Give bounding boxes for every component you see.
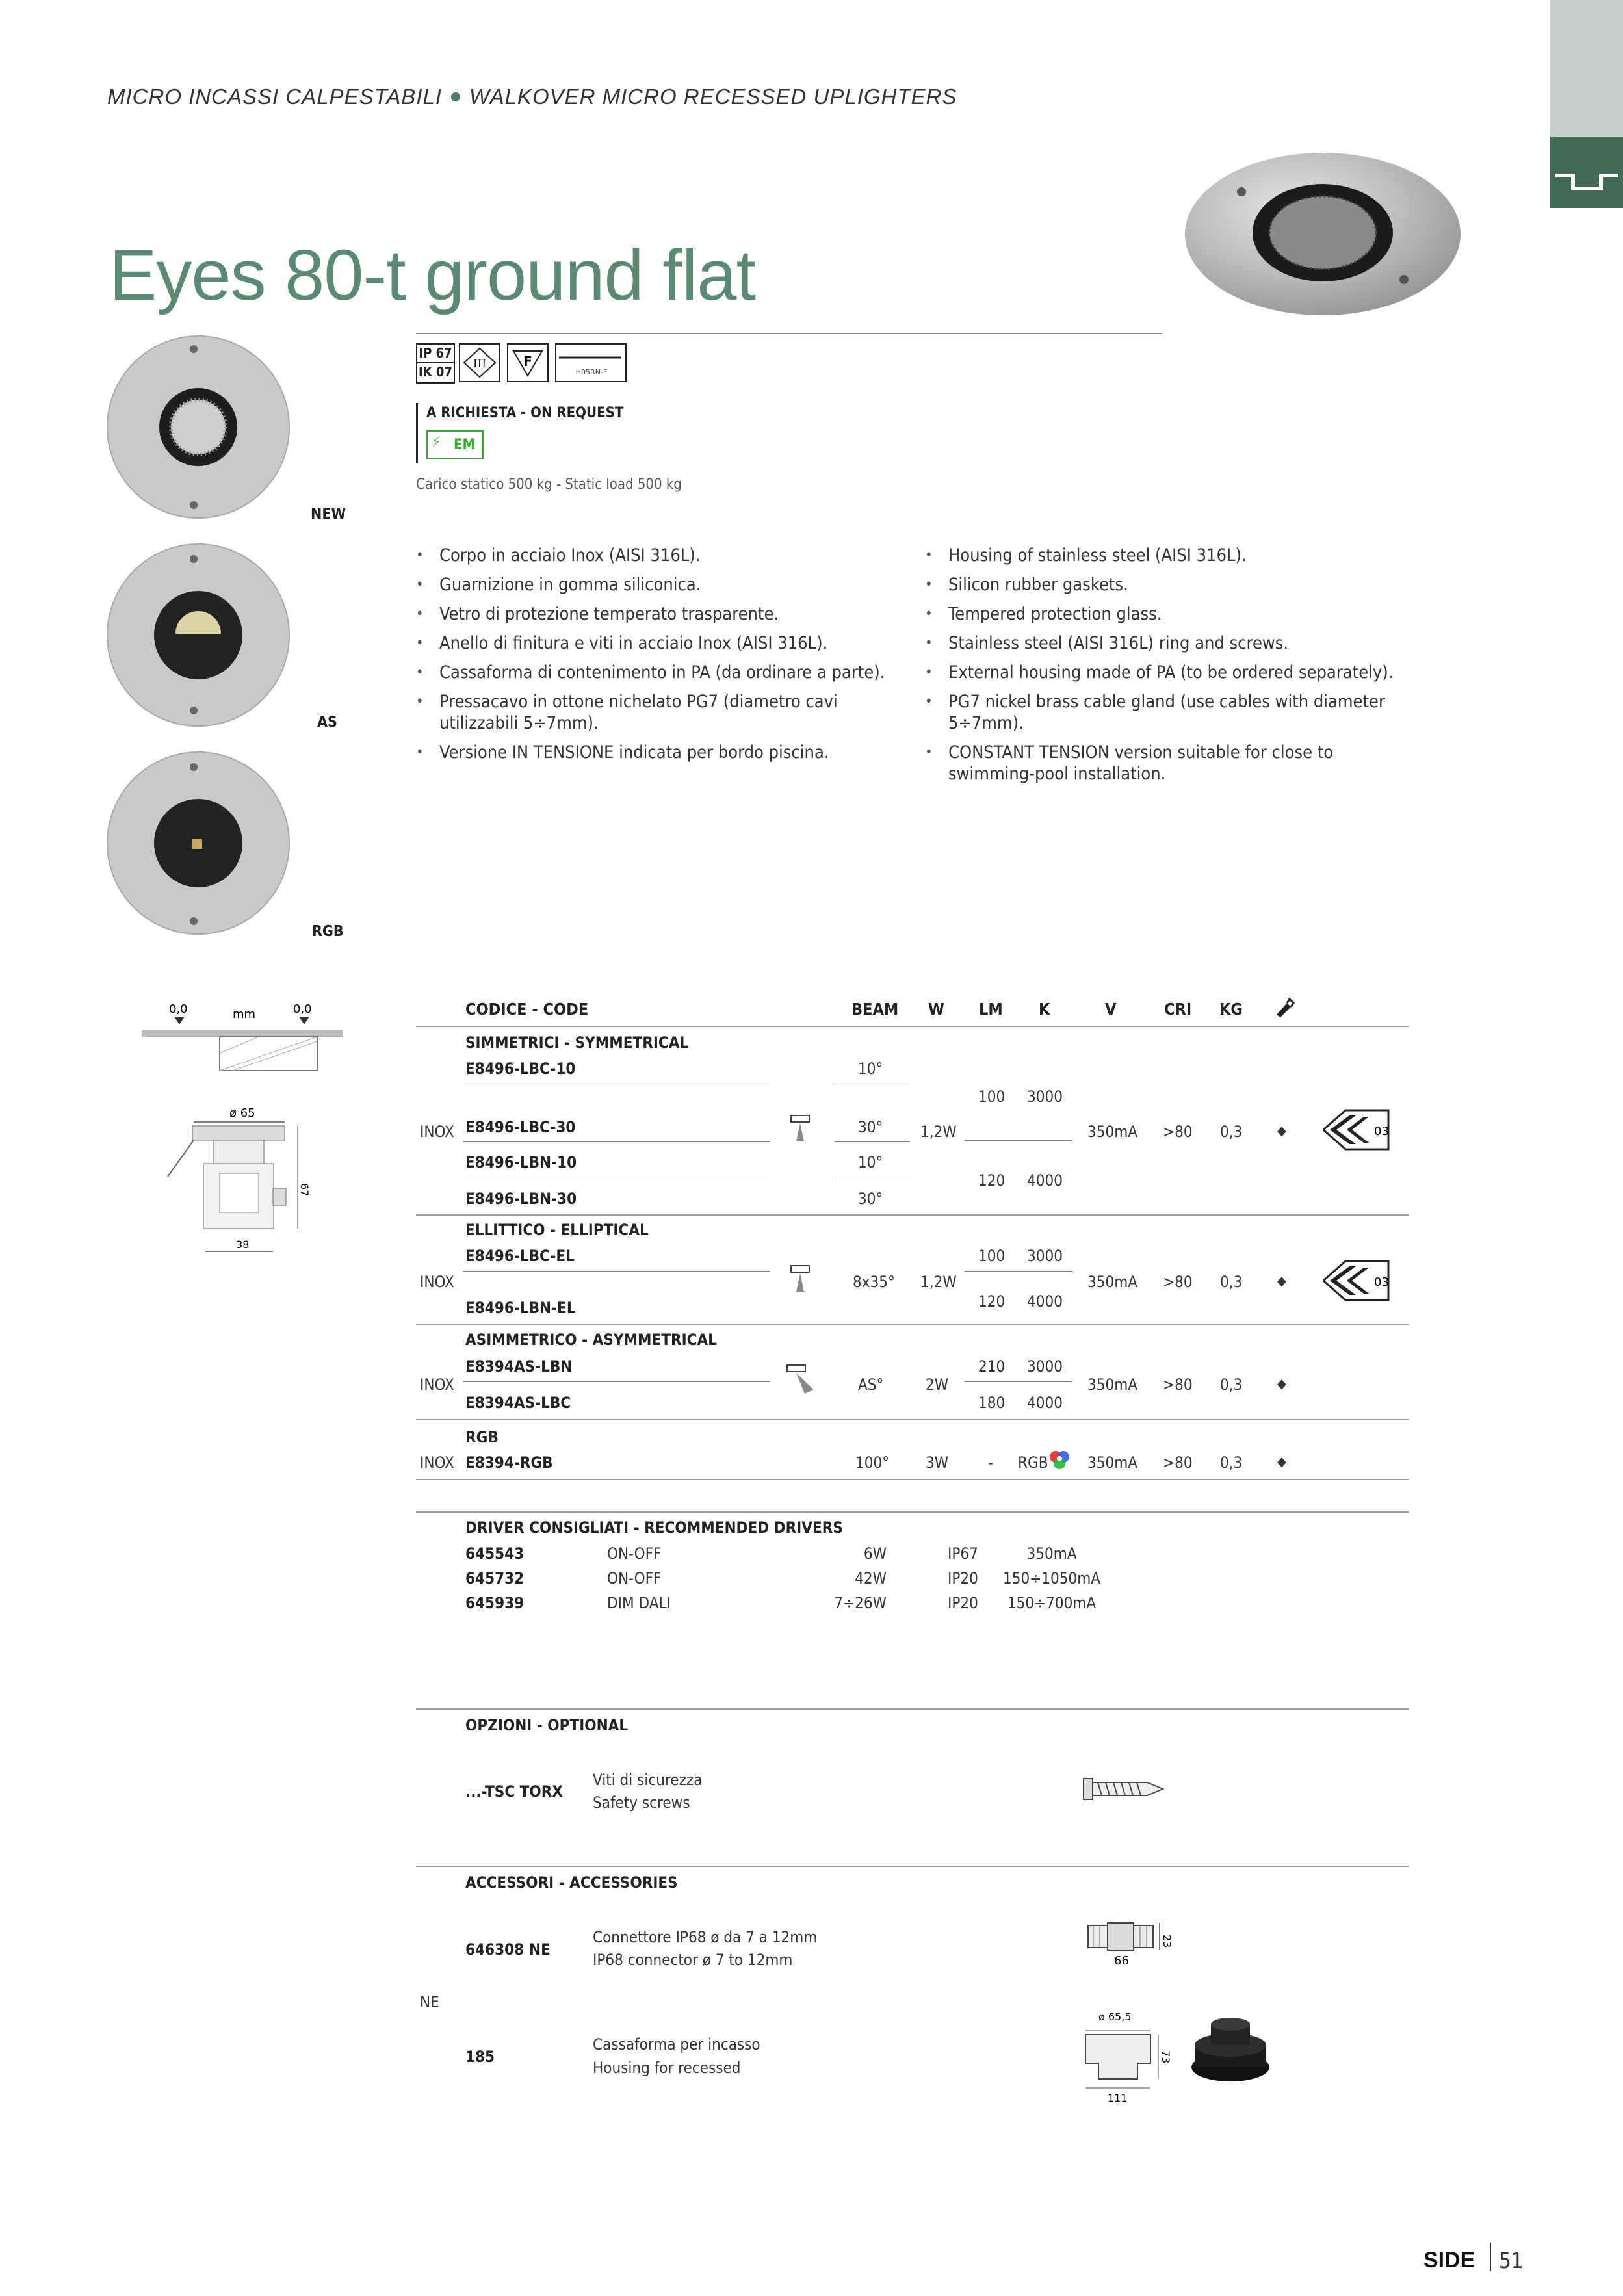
v-cell: 350mA [1087, 1454, 1138, 1472]
section-icon [1550, 137, 1623, 208]
dimmable-mark: ◆ [1277, 1376, 1286, 1391]
k-cell: 3000 [1027, 1357, 1063, 1376]
driver-ip-cell: IP20 [948, 1594, 978, 1612]
cri-cell: >80 [1163, 1123, 1193, 1141]
optional-code: ...-TSC TORX [465, 1782, 564, 1801]
cri-cell: >80 [1163, 1273, 1193, 1291]
side-tab-dark [1550, 137, 1623, 208]
table-header-rule [416, 1026, 1409, 1027]
feature-item: • Corpo in acciaio Inox (AISI 316L). [416, 545, 910, 566]
v-cell: 350mA [1087, 1376, 1138, 1394]
beam-cell: 10° [858, 1060, 883, 1078]
driver-code-cell: 645732 [465, 1569, 525, 1587]
driver-ip-cell: IP67 [948, 1545, 978, 1563]
kg-cell: 0,3 [1220, 1273, 1243, 1291]
group-symmetrical: SIMMETRICI - SYMMETRICAL [465, 1034, 689, 1052]
energy-label-icon [1323, 1104, 1395, 1156]
svg-text:66: 66 [1114, 1954, 1129, 1968]
svg-text:F: F [523, 354, 532, 369]
feature-item: • Housing of stainless steel (AISI 316L). [925, 545, 1419, 566]
accessory-desc-it: Cassaforma per incasso [593, 2035, 760, 2054]
dimmable-icon [1273, 997, 1295, 1019]
beam-cell: 10° [858, 1153, 883, 1171]
col-header-w: W [928, 1000, 944, 1019]
f-mark-icon [507, 343, 549, 382]
w-cell: 1,2W [920, 1273, 957, 1291]
dimmable-mark: ◆ [1277, 1454, 1286, 1469]
static-load: Carico statico 500 kg - Static load 500 kg [416, 476, 682, 493]
variant-photo-new [104, 335, 292, 523]
v-cell: 350mA [1087, 1273, 1138, 1291]
header-left: MICRO INCASSI CALPESTABILI [107, 85, 443, 109]
features-list-en [925, 545, 1419, 792]
title-rule [416, 333, 1162, 334]
kg-cell: 0,3 [1220, 1376, 1243, 1394]
beam-cell: 30° [858, 1118, 883, 1136]
code-cell: E8394-RGB [465, 1454, 553, 1472]
svg-text:ø 65,5: ø 65,5 [1098, 2011, 1132, 2023]
feature-item: • Cassaforma di contenimento in PA (da ordinare a parte). [416, 662, 910, 683]
bullet-dot-icon [451, 92, 460, 101]
accessories-title: ACCESSORI - ACCESSORIES [465, 1873, 678, 1892]
symmetric-beam-icon [789, 1114, 811, 1143]
svg-text:III: III [473, 358, 487, 371]
beam-cell: 30° [858, 1190, 883, 1208]
k-cell: 3000 [1027, 1088, 1063, 1106]
kg-cell: 0,3 [1220, 1123, 1243, 1141]
feature-item: • Anello di finitura e viti in acciaio Inox (AISI 316L). [416, 633, 910, 654]
driver-type-cell: ON-OFF [607, 1569, 662, 1587]
col-header-lm: LM [979, 1000, 1003, 1019]
k-cell: 4000 [1027, 1292, 1063, 1311]
driver-code-cell: 645939 [465, 1594, 525, 1612]
accessory-desc-en: IP68 connector ø 7 to 12mm [593, 1951, 793, 1969]
rgb-color-wheel-icon [1048, 1448, 1071, 1472]
col-header-code: CODICE - CODE [465, 1000, 589, 1019]
code-cell: E8496-LBN-10 [465, 1153, 577, 1171]
feature-item: • PG7 nickel brass cable gland (use cables with diameter 5÷7mm). [925, 691, 1419, 734]
svg-text:03: 03 [1374, 1125, 1389, 1138]
accessories-finish: NE [420, 1993, 439, 2011]
accessory-desc-it: Connettore IP68 ø da 7 a 12mm [593, 1928, 818, 1946]
group-elliptical: ELLITTICO - ELLIPTICAL [465, 1221, 649, 1239]
w-cell: 1,2W [920, 1123, 957, 1141]
kg-cell: 0,3 [1220, 1454, 1243, 1472]
lm-cell: 120 [978, 1171, 1006, 1190]
w-cell: 2W [926, 1376, 949, 1394]
connector-drawing [1082, 1918, 1186, 1970]
ik-rating: IK 07 [417, 362, 454, 381]
col-header-k: K [1039, 1000, 1050, 1019]
housing-drawing [1079, 2009, 1176, 2106]
optional-desc-it: Viti di sicurezza [593, 1771, 703, 1789]
svg-text:38: 38 [236, 1238, 250, 1251]
svg-text:23: 23 [1161, 1935, 1173, 1948]
cri-cell: >80 [1163, 1376, 1193, 1394]
lm-cell: 100 [978, 1247, 1006, 1265]
lm-cell: 210 [978, 1357, 1006, 1376]
accessory-desc-en: Housing for recessed [593, 2059, 741, 2077]
driver-type-cell: DIM DALI [607, 1594, 671, 1612]
accessory-finish: NE [529, 1940, 551, 1959]
svg-text:mm: mm [233, 1008, 256, 1021]
code-cell: E8496-LBC-EL [465, 1247, 575, 1265]
driver-w-cell: 42W [855, 1569, 887, 1587]
group-asymmetrical: ASIMMETRICO - ASYMMETRICAL [465, 1331, 717, 1349]
finish-cell: INOX [420, 1376, 454, 1394]
feature-item: • Guarnizione in gomma siliconica. [416, 574, 910, 595]
k-cell: RGB [1018, 1454, 1048, 1472]
code-cell: E8394AS-LBN [465, 1357, 573, 1376]
driver-ip-cell: IP20 [948, 1569, 978, 1587]
accessory-code: 646308 [465, 1940, 525, 1959]
svg-text:0,0: 0,0 [293, 1002, 312, 1016]
svg-text:03: 03 [1374, 1275, 1389, 1289]
product-photo [1183, 150, 1462, 319]
elliptical-beam-icon [789, 1264, 811, 1293]
variant-photo-rgb [104, 751, 292, 939]
beam-cell: 100° [855, 1454, 889, 1472]
code-cell: E8496-LBC-10 [465, 1060, 576, 1078]
driver-ma-cell: 350mA [1026, 1545, 1077, 1563]
finish-cell: INOX [420, 1454, 454, 1472]
svg-text:73: 73 [1160, 2050, 1172, 2064]
em-badge: ⚡ EM [426, 430, 484, 459]
k-cell: 4000 [1027, 1171, 1063, 1190]
driver-ma-cell: 150÷1050mA [1002, 1569, 1101, 1587]
lm-cell: - [988, 1454, 993, 1472]
emergency-exit-icon: ⚡ [432, 434, 441, 450]
svg-text:ø 65: ø 65 [229, 1106, 255, 1120]
feature-item: • Silicon rubber gaskets. [925, 574, 1419, 595]
energy-label-icon [1323, 1255, 1395, 1307]
variant-label-as: AS [317, 714, 337, 731]
optional-title: OPZIONI - OPTIONAL [465, 1716, 629, 1734]
lm-cell: 180 [978, 1394, 1006, 1412]
col-header-v: V [1105, 1000, 1117, 1019]
v-cell: 350mA [1087, 1123, 1138, 1141]
footer-brand: SIDE [1423, 2248, 1475, 2273]
side-tab [1550, 0, 1623, 137]
svg-text:67: 67 [298, 1183, 311, 1197]
variant-photo-as [104, 543, 292, 731]
housing-photo [1188, 2015, 1273, 2087]
page-header [107, 85, 957, 109]
group-rgb: RGB [465, 1428, 499, 1446]
security-screw-icon [1082, 1775, 1167, 1803]
on-request-label: A RICHIESTA - ON REQUEST [426, 405, 624, 421]
asymmetric-beam-icon [785, 1364, 818, 1395]
dimmable-mark: ◆ [1277, 1273, 1286, 1288]
driver-ma-cell: 150÷700mA [1007, 1594, 1097, 1612]
k-cell: 4000 [1027, 1394, 1063, 1412]
driver-code-cell: 645543 [465, 1545, 525, 1563]
svg-text:H05RN-F: H05RN-F [575, 368, 608, 376]
k-cell: 3000 [1027, 1247, 1063, 1265]
svg-text:0,0: 0,0 [169, 1002, 188, 1016]
feature-item: • CONSTANT TENSION version suitable for close to swimming-pool installation. [925, 742, 1419, 785]
svg-text:111: 111 [1108, 2092, 1128, 2104]
cable-type-icon [555, 343, 627, 382]
technical-drawing [129, 1001, 376, 1268]
lm-cell: 120 [978, 1292, 1006, 1311]
feature-item: • Stainless steel (AISI 316L) ring and screws. [925, 633, 1419, 654]
code-cell: E8496-LBN-EL [465, 1299, 576, 1317]
variant-label-new: NEW [311, 506, 346, 523]
on-request-bar [416, 403, 418, 463]
optional-desc-en: Safety screws [593, 1794, 690, 1812]
lm-cell: 100 [978, 1088, 1006, 1106]
header-right: WALKOVER MICRO RECESSED UPLIGHTERS [469, 85, 957, 109]
code-cell: E8496-LBN-30 [465, 1190, 577, 1208]
accessory-code: 185 [465, 2048, 495, 2066]
feature-item: • Pressacavo in ottone nichelato PG7 (diametro cavi utilizzabili 5÷7mm). [416, 691, 910, 734]
driver-w-cell: 6W [863, 1545, 887, 1563]
feature-item: • Tempered protection glass. [925, 603, 1419, 625]
page-title: Eyes 80-t ground flat [109, 235, 756, 315]
code-cell: E8496-LBC-30 [465, 1118, 576, 1136]
class-iii-icon [459, 343, 500, 382]
code-cell: E8394AS-LBC [465, 1394, 571, 1412]
beam-cell: AS° [858, 1376, 884, 1394]
driver-type-cell: ON-OFF [607, 1545, 662, 1563]
finish-cell: INOX [420, 1273, 454, 1291]
features-list-it [416, 545, 910, 771]
feature-item: • Vetro di protezione temperato trasparente. [416, 603, 910, 625]
feature-item: • Versione IN TENSIONE indicata per bordo piscina. [416, 742, 910, 763]
feature-item: • External housing made of PA (to be ordered separately). [925, 662, 1419, 683]
col-header-kg: KG [1219, 1000, 1243, 1019]
variant-label-rgb: RGB [312, 923, 344, 940]
col-header-cri: CRI [1164, 1000, 1192, 1019]
dimmable-mark: ◆ [1277, 1123, 1286, 1138]
drivers-title: DRIVER CONSIGLIATI - RECOMMENDED DRIVERS [465, 1519, 843, 1537]
driver-w-cell: 7÷26W [834, 1594, 887, 1612]
ip-rating: IP 67 [419, 345, 452, 361]
col-header-beam: BEAM [851, 1000, 899, 1019]
cri-cell: >80 [1163, 1454, 1193, 1472]
page-number: 51 [1499, 2248, 1524, 2273]
w-cell: 3W [926, 1454, 949, 1472]
beam-cell: 8x35° [853, 1273, 895, 1291]
finish-cell: INOX [420, 1123, 454, 1141]
ip-ik-badge [416, 343, 455, 384]
